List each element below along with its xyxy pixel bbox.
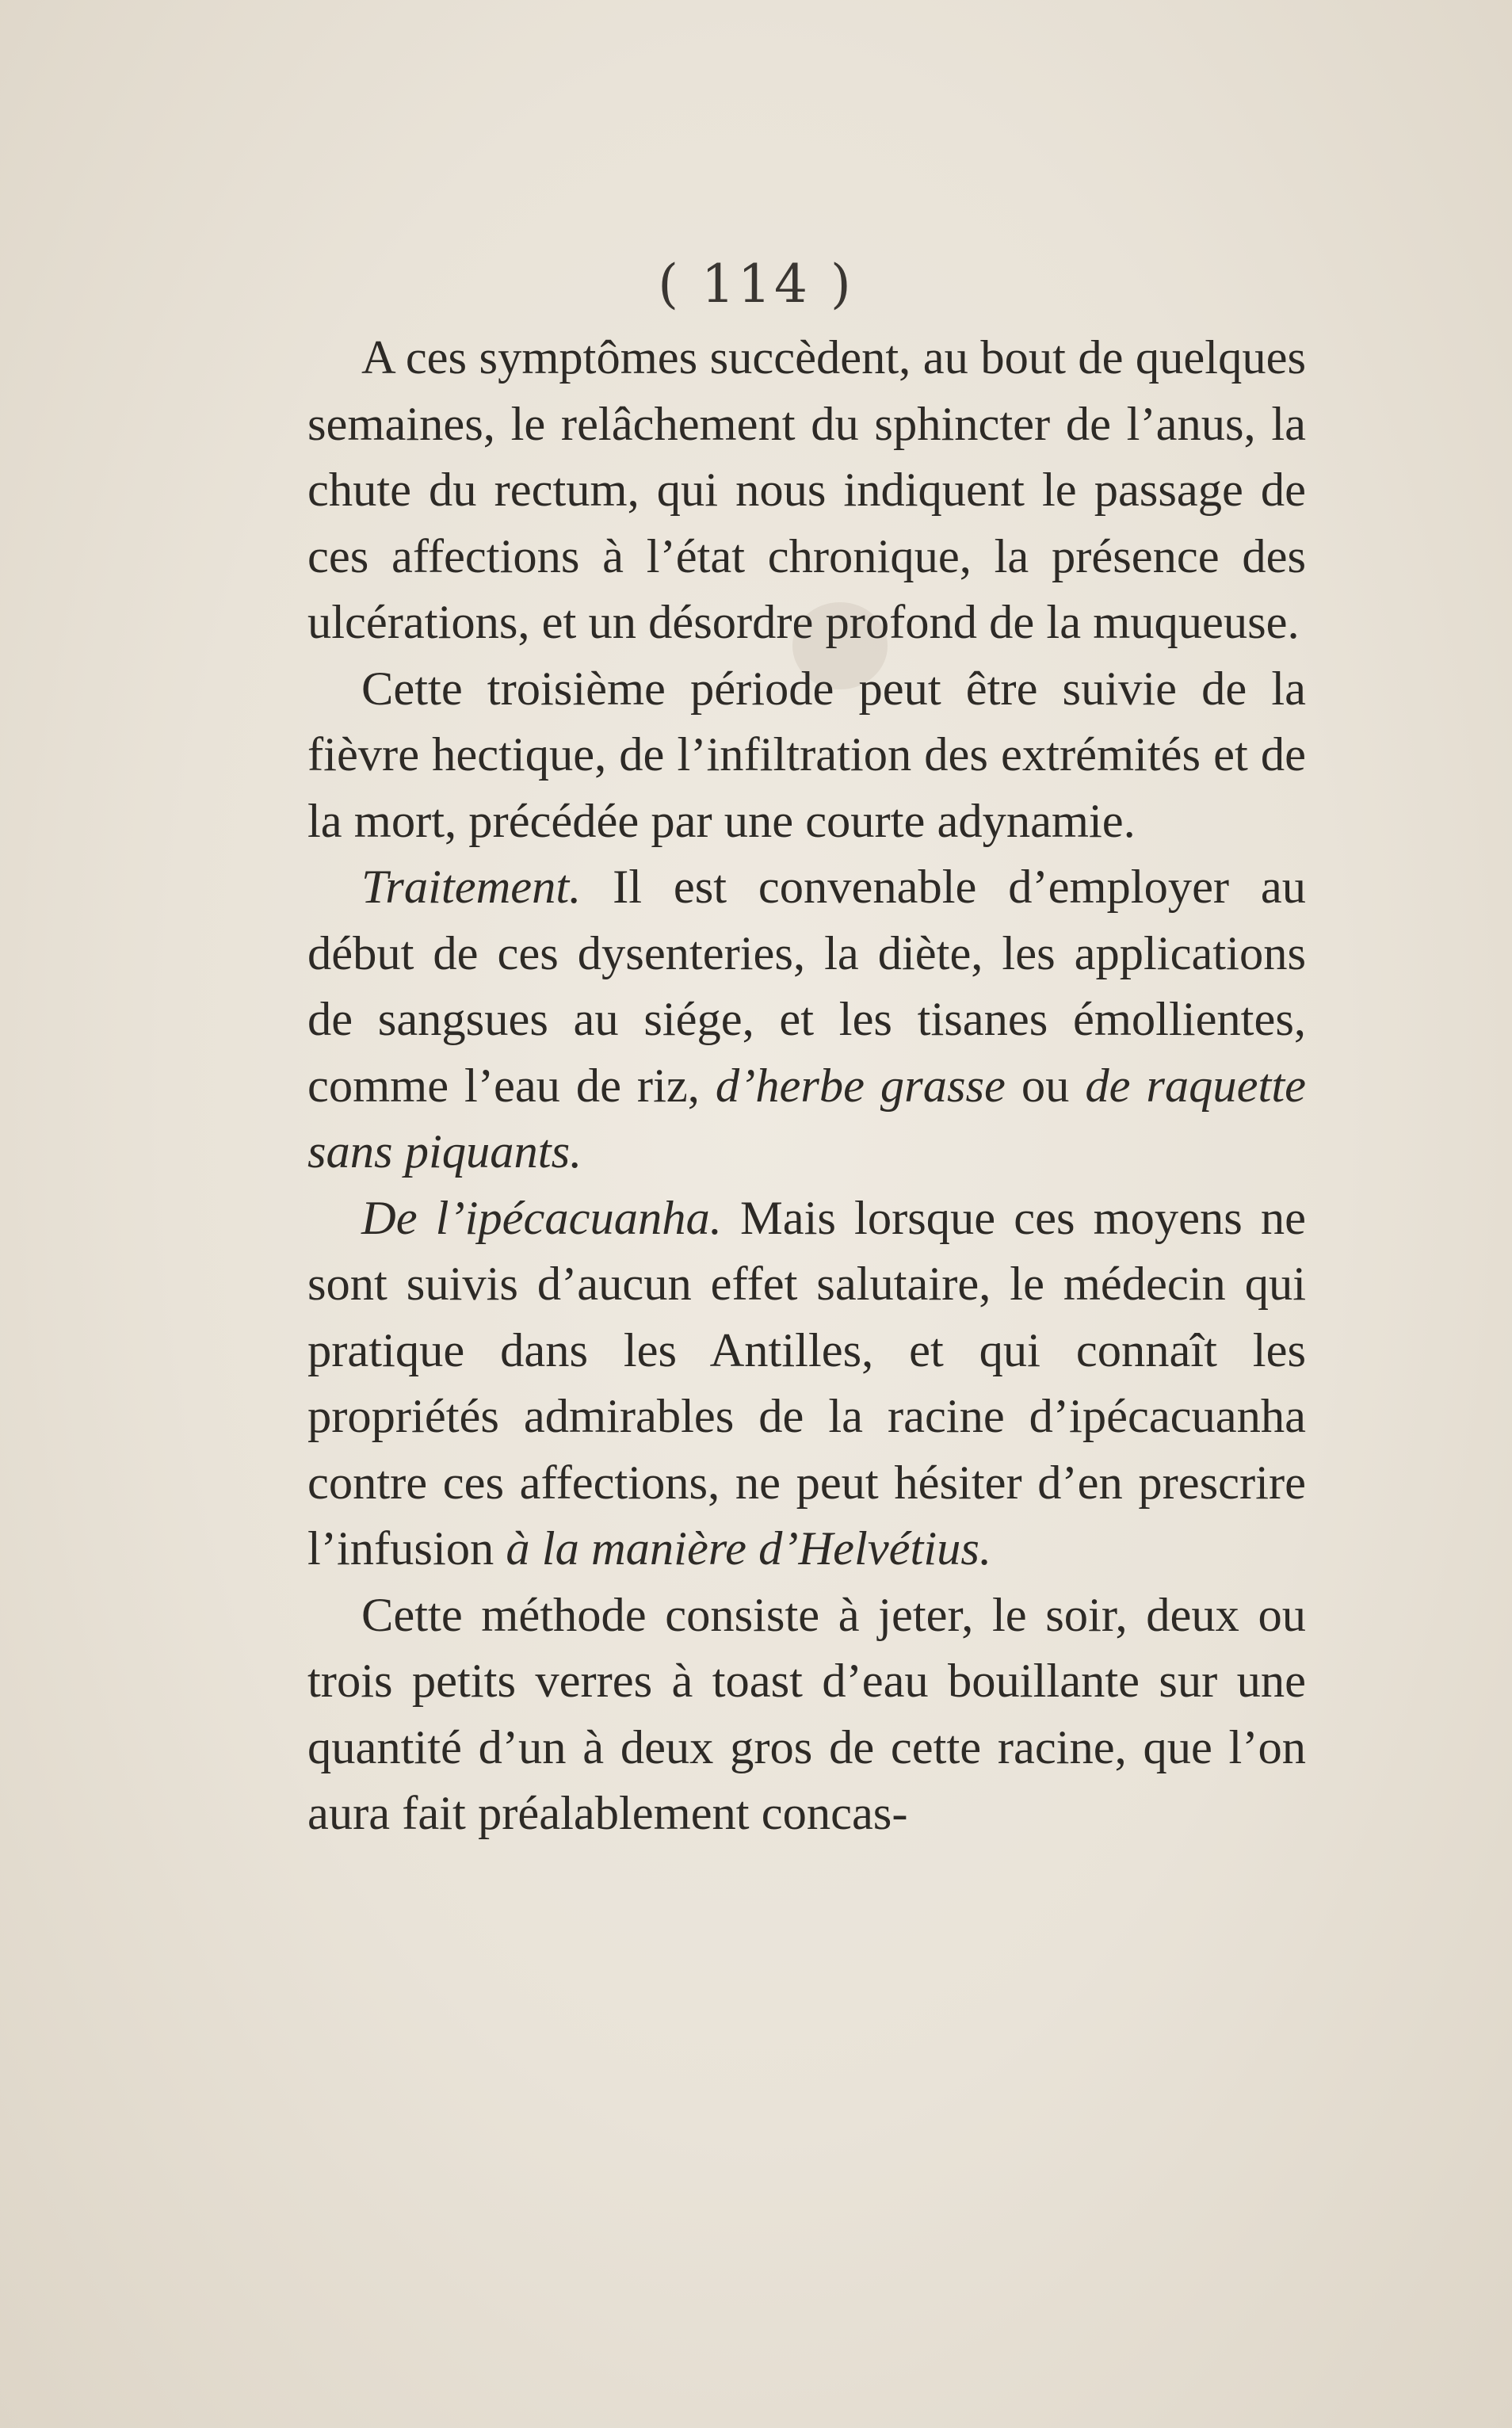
paragraph [307, 325, 1306, 656]
text-segment: Cette méthode consiste à jeter, le soir, deux ou trois petits verres à toast d’eau bouillante sur une quantité d’un à deux gros de cette racine, que l’on aura fait préalablement concas- [307, 1588, 1306, 1840]
page-number: ( 114 ) [658, 254, 854, 315]
paragraph [307, 854, 1306, 1185]
section-heading-traitement: Traitement. [361, 861, 582, 914]
text-segment: Mais lorsque ces moyens ne sont suivis d’aucun effet salutaire, le médecin qui pratique dans les Antilles, et qui connaît les propriétés admirables de la racine d’ipécacuanha contre ces affections, ne peut hésiter d’en prescrire l’infusion [307, 1191, 1306, 1575]
paragraph [307, 1582, 1306, 1847]
section-heading-ipecacuanha: De l’ipécacuanha. [361, 1191, 722, 1245]
paragraph [307, 656, 1306, 855]
paragraph [307, 1185, 1306, 1582]
text-segment: ou [1005, 1059, 1086, 1113]
text-segment: Il est convenable d’employer au début de ces dysenteries, la diète, les applications de sangsues au siége, et les tisanes émollientes, comme l’eau de riz, [307, 861, 1306, 1113]
italic-term: de raquette sans piquants. [307, 1059, 1306, 1178]
body-text [307, 325, 1306, 1847]
text-segment: A ces symptômes succèdent, au bout de quelques semaines, le relâchement du sphincter de l’anus, la chute du rectum, qui nous indiquent le passage de ces affections à l’état chronique, la présence des ulcérations, et un désordre profond de la muqueuse. [307, 331, 1306, 649]
italic-term: à la manière d’Helvétius. [506, 1522, 992, 1575]
italic-term: d’herbe grasse [715, 1059, 1006, 1113]
text-segment: Cette troisième période peut être suivie de la fièvre hectique, de l’infiltration des extrémités et de la mort, précédée par une courte adynamie. [307, 662, 1306, 848]
